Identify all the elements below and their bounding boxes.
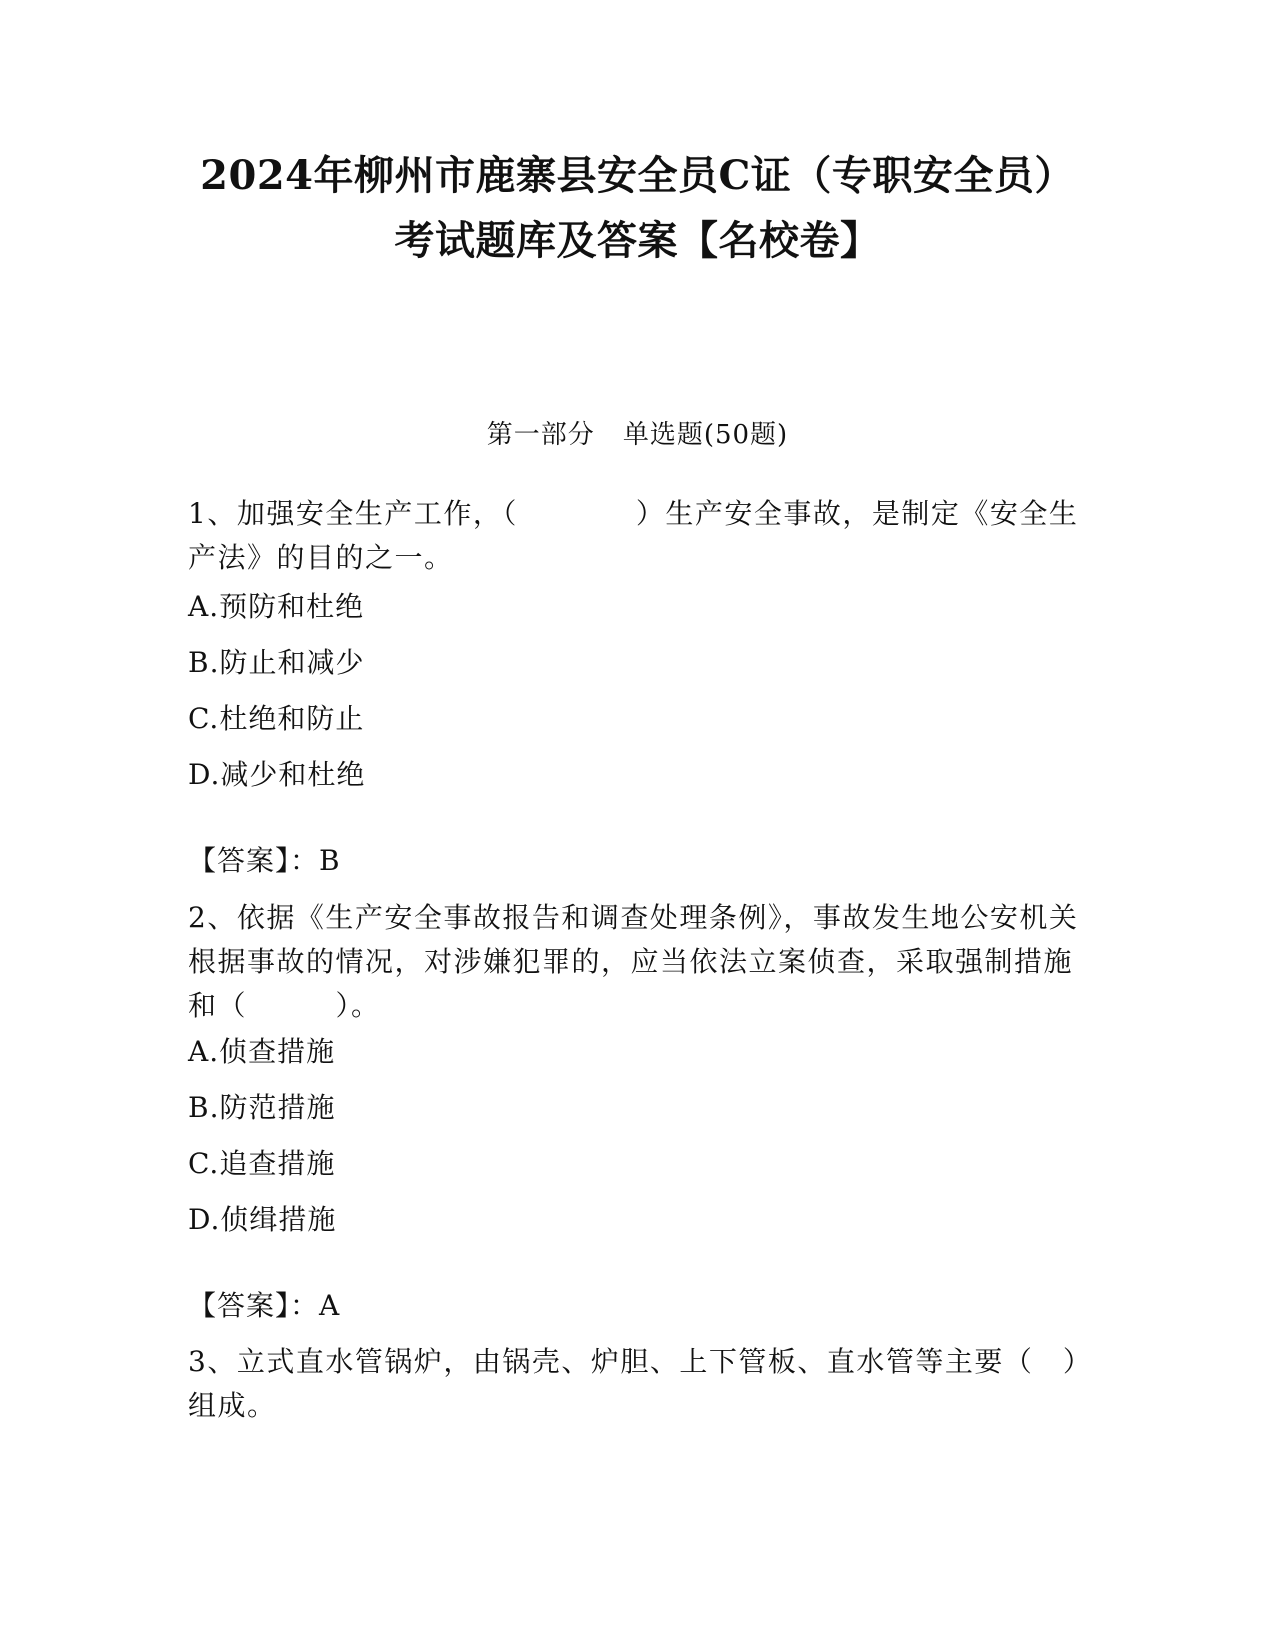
section-part: 第一部分 — [486, 420, 595, 450]
section-heading — [120, 418, 1155, 452]
question-3 — [188, 1340, 1093, 1428]
question-2-option-d: D.侦缉措施 — [188, 1203, 337, 1236]
question-2-stem-line-1: 2、依据《生产安全事故报告和调查处理条例》，事故发生地公安机关 — [188, 901, 1079, 934]
question-2-option-b: B.防范措施 — [188, 1091, 336, 1124]
document-title-line-2: 考试题库及答案【名校卷】 — [394, 217, 881, 264]
question-2-option-c: C.追查措施 — [188, 1147, 336, 1180]
question-2-stem-line-3: 和（ ）。 — [188, 989, 381, 1022]
document-title-line-1: 2024年柳州市鹿寨县安全员C证（专职安全员） — [200, 152, 1075, 199]
question-3-stem-line-1: 3、立式直水管锅炉，由锅壳、炉胆、上下管板、直水管等主要（ ） — [188, 1345, 1093, 1378]
section-type: 单选题(50题) — [622, 420, 789, 450]
question-2-options — [188, 1035, 1088, 1259]
question-3-stem-line-2: 组成。 — [188, 1389, 277, 1422]
question-1-answer: 【答案】：B — [188, 844, 341, 877]
question-1-stem-line-1: 1、加强安全生产工作，（ ）生产安全事故，是制定《安全生 — [188, 497, 1079, 530]
question-1-option-a: A.预防和杜绝 — [188, 590, 365, 623]
question-1-stem-line-2: 产法》的目的之一。 — [188, 541, 454, 574]
question-1 — [188, 492, 1088, 580]
question-2-option-a: A.侦查措施 — [188, 1035, 336, 1068]
question-1-options — [188, 590, 1088, 814]
question-2-stem-line-2: 根据事故的情况，对涉嫌犯罪的，应当依法立案侦查，采取强制措施 — [188, 945, 1074, 978]
question-1-option-c: C.杜绝和防止 — [188, 702, 365, 735]
question-2-answer: 【答案】：A — [188, 1289, 341, 1322]
question-1-option-b: B.防止和减少 — [188, 646, 365, 679]
question-1-option-d: D.减少和杜绝 — [188, 758, 366, 791]
question-2 — [188, 896, 1088, 1028]
